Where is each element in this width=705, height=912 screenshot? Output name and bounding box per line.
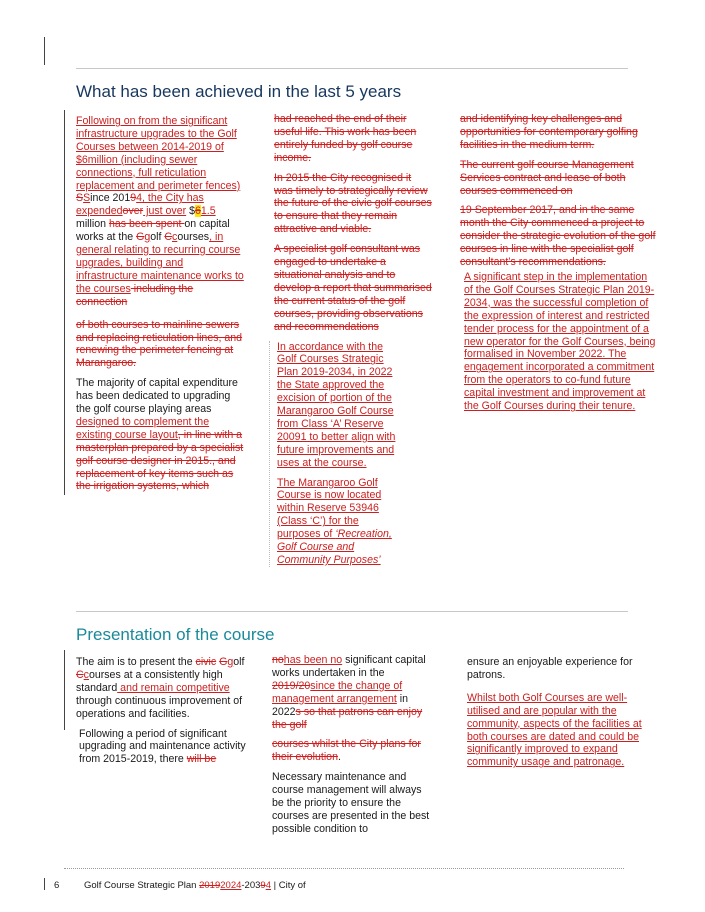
inserted-text: designed to complement the existing course layout <box>76 415 210 441</box>
change-bar <box>64 110 65 495</box>
inserted-text: S <box>83 192 91 205</box>
paragraph <box>274 477 399 567</box>
section-divider <box>76 611 628 612</box>
paragraph: Necessary maintenance and course management will always be the priority to ensure the courses are presented in the best possible condition to <box>272 771 430 835</box>
deleted-text: 2019 <box>199 880 221 891</box>
deleted-text: , in line with a masterplan prepared by a specialist golf course designer in 2015. <box>76 428 244 467</box>
paragraph <box>76 377 244 493</box>
deleted-text: civic <box>195 656 217 668</box>
inserted-text: and remain competitive <box>117 681 230 694</box>
paragraph <box>272 738 434 764</box>
deleted-text: will be <box>186 753 217 766</box>
text: olf <box>233 656 245 668</box>
text: in 2022 <box>272 692 409 718</box>
inserted-text: In accordance with the Golf Courses Strategic Plan 2019-2034, in 2022 the State approved the excision of portion of the Marangaroo Golf Course from <box>277 340 394 430</box>
inserted-text: , in general relating to recurring course upgrades, building and infrastructure maintenance works to the courses <box>76 231 244 295</box>
text: ourses <box>177 231 210 244</box>
inserted-text: Class ‘A’ Reserve 20091 to better align with future improvements and uses at the course. <box>277 417 396 469</box>
section2-column-3 <box>467 656 657 776</box>
paragraph <box>274 341 405 470</box>
change-bar <box>64 650 65 730</box>
text: million <box>76 218 109 231</box>
deleted-text: s so that patrons can enjoy the golf <box>272 705 423 731</box>
text: Following a period of significant upgrading and maintenance activity from 2015-2019, there <box>79 727 246 766</box>
inserted-text: 4 <box>136 192 143 205</box>
deleted-paragraph: 19 September 2017, and in the same month the City commenced a project to consider the strategic evolution of the golf courses in line with the specialist golf consultant’s recommendations. <box>460 204 656 269</box>
paragraph <box>76 728 246 767</box>
paragraph <box>76 656 246 721</box>
inserted-text: ‘Recreation, Golf Course and Community Purposes’ <box>277 528 392 566</box>
text: -203 <box>241 880 261 891</box>
text: The majority of capital expenditure has been dedicated to upgrading the golf course playing areas <box>76 377 238 416</box>
deleted-text: C <box>76 668 84 681</box>
paragraph <box>76 115 244 309</box>
deleted-text: 2019/20 <box>272 679 311 692</box>
text: ourses at a consistently high standard <box>76 668 223 694</box>
inserted-text: just over <box>143 205 187 218</box>
inserted-paragraph: A significant step in the implementation of the Golf Courses Strategic Plan 2019-2034, was the successful completion of the expression of interest and restricted tender process for the appointment of a new operator for the Golf Courses, being formalised in November 2022. The engagement incorporated a commitment from the operators to co-fund future capital investment and improvement at the Golf Courses during their tenure. <box>464 270 656 413</box>
inserted-text: since the change of management arrangement <box>272 679 403 705</box>
deleted-text: has been spent <box>108 218 185 231</box>
text: . <box>337 751 341 764</box>
deleted-text: , and replacement of key items such as the irrigation systems, which <box>76 454 236 493</box>
deleted-text: over <box>122 205 144 218</box>
inserted-text: 2024 <box>220 880 242 891</box>
paragraph: ensure an enjoyable experience for patrons. <box>467 656 633 681</box>
inserted-text: c <box>172 231 178 244</box>
inserted-block <box>269 341 432 567</box>
text: ince 201 <box>90 192 131 205</box>
inserted-paragraph: Whilst both Golf Courses are well-utilised and are popular with the community, aspects of the facilities at both courses are dated and could be significantly improved to expand community usage and patronage. <box>467 691 642 769</box>
text: significant capital works undertaken in the <box>272 654 426 679</box>
deleted-paragraph: and identifying key challenges and opportunities for contemporary golfing facilities in the medium term. <box>460 113 638 151</box>
text: | City of <box>271 880 306 891</box>
deleted-paragraph: of both courses to mainline sewers and replacing reticulation lines, and renewing the perimeter fencing at Marangaroo. <box>76 318 243 370</box>
text: on capital works at the <box>76 218 230 244</box>
text: through continuous improvement of operations and facilities. <box>76 694 243 720</box>
deleted-text: courses whilst the City plans for their evolution <box>272 738 421 764</box>
deleted-paragraph: In 2015 the City recognised it was timely to strategically review the future of the civic golf courses to ensure that they remain attractive and viable. <box>274 171 432 236</box>
deleted-text: 6 <box>194 205 201 218</box>
text: $ <box>186 205 195 218</box>
footer-divider <box>64 868 624 869</box>
inserted-text: , the City has expended <box>76 192 204 218</box>
section-heading-achievements: What has been achieved in the last 5 years <box>76 82 402 101</box>
deleted-text: including the connection <box>76 282 194 308</box>
deleted-paragraph: The current golf course Management Services contract and lease of both courses commenced on <box>460 158 634 197</box>
page-number: 6 <box>54 880 60 891</box>
inserted-text: has been no <box>283 654 343 666</box>
deleted-text: G <box>219 656 228 668</box>
section-divider <box>76 68 628 69</box>
change-bar <box>44 878 45 890</box>
section-heading-presentation: Presentation of the course <box>76 625 275 644</box>
inserted-text: 1.5 <box>200 205 216 218</box>
inserted-text: c <box>83 668 89 681</box>
deleted-text: no <box>272 654 284 666</box>
section1-column-1 <box>76 115 244 500</box>
deleted-text: 9 <box>260 880 266 891</box>
inserted-text: Following on from the significant infrastructure upgrades to the Golf Courses between 2014-2019 of $6million (including sewer connections, full reticulation replacement and perimeter fences) <box>76 115 241 192</box>
deleted-paragraph: A specialist golf consultant was engaged to undertake a situational analysis and to develop a report that summarised the current status of the golf courses, providing observations and recommendations <box>274 243 432 333</box>
deleted-text: C <box>164 231 173 244</box>
inserted-text: The Marangaroo Golf Course is now located within Reserve 53946 (Class ‘C’) for the purposes of <box>277 476 382 541</box>
inserted-text: g <box>144 231 151 244</box>
deleted-paragraph: had reached the end of their useful life. This work has been entirely funded by golf course income. <box>274 113 417 164</box>
section1-column-2 <box>274 113 432 574</box>
inserted-text: 4 <box>265 880 271 891</box>
deleted-text: 9 <box>130 192 137 205</box>
text: The aim is to present the <box>76 656 196 668</box>
paragraph <box>272 654 434 731</box>
section2-column-2 <box>272 654 434 843</box>
deleted-text: G <box>136 231 145 244</box>
footer-title <box>84 880 306 891</box>
deleted-text: S <box>76 192 84 205</box>
text: olf <box>150 231 165 244</box>
text: Golf Course Strategic Plan <box>84 880 200 891</box>
inserted-text: g <box>227 656 234 668</box>
section2-column-1 <box>76 656 246 773</box>
section1-column-3 <box>460 113 658 420</box>
change-bar <box>44 37 45 65</box>
